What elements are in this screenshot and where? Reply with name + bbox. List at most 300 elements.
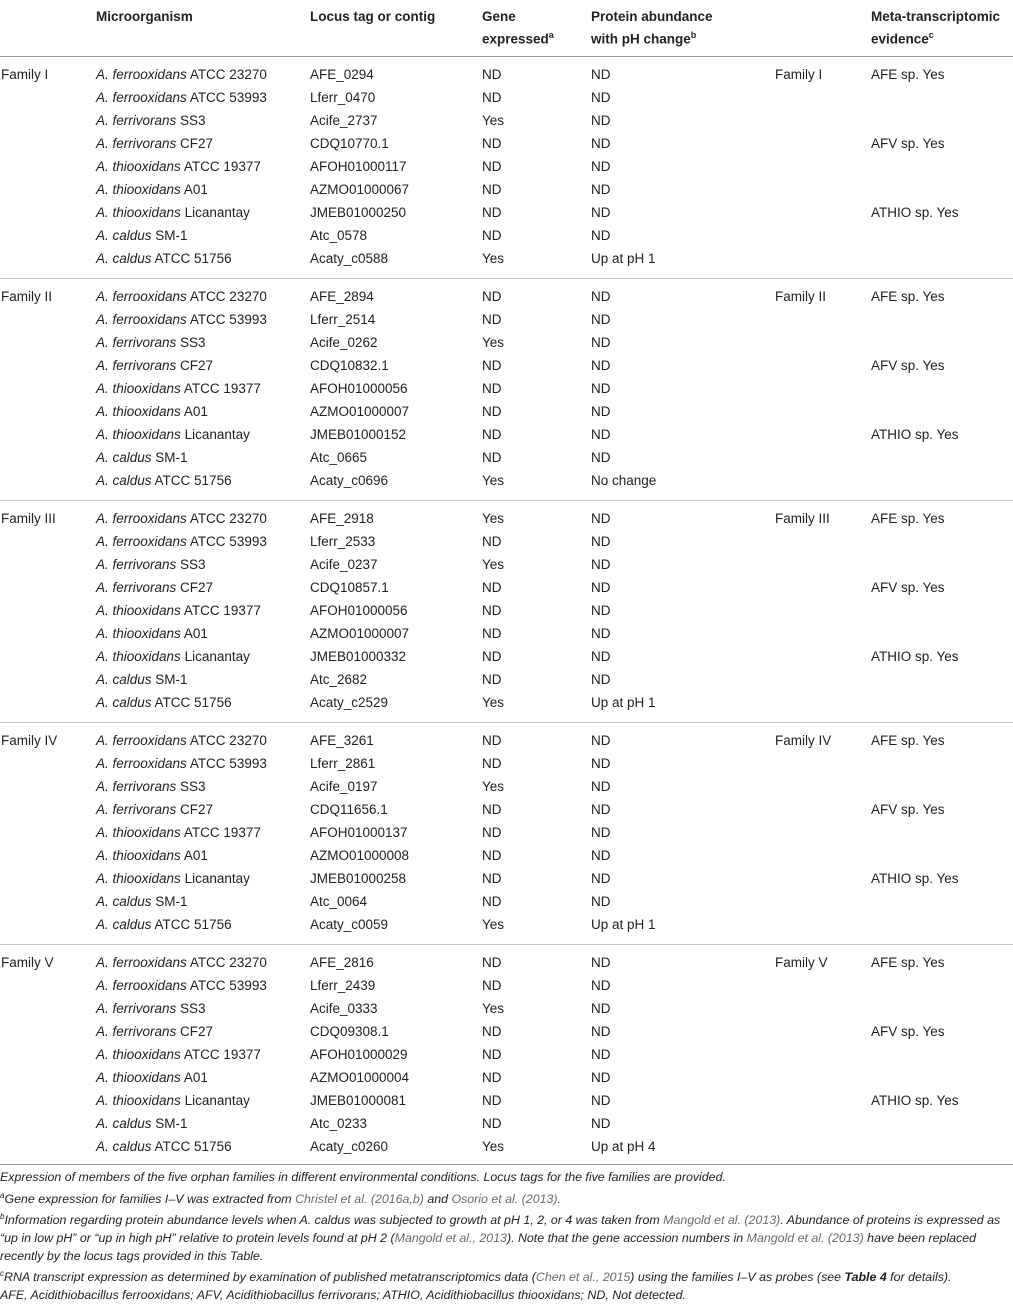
microorganism-cell: [96, 977, 267, 995]
header-gene-sup: a: [548, 30, 554, 40]
header-protein-line1: Protein abundance: [591, 9, 713, 24]
species-name: A. caldus: [96, 1139, 152, 1154]
microorganism-cell: [96, 755, 267, 773]
metatranscriptomic-cell: AFE sp. Yes: [871, 67, 945, 82]
metatranscriptomic-cell: AFV sp. Yes: [871, 136, 945, 151]
strain-name: ATCC 51756: [154, 917, 232, 932]
microorganism-cell: [96, 334, 206, 352]
strain-name: CF27: [180, 580, 214, 595]
strain-name: ATCC 53993: [189, 756, 267, 771]
species-name: A. ferrooxidans: [96, 955, 187, 970]
strain-name: SM-1: [155, 450, 188, 465]
protein-abundance-cell: ND: [591, 557, 611, 572]
locus-tag-cell: Acife_0262: [310, 335, 378, 350]
header-meta-transcriptomic: [871, 8, 1000, 49]
strain-name: SM-1: [155, 1116, 188, 1131]
microorganism-cell: [96, 135, 213, 153]
strain-name: ATCC 19377: [183, 825, 261, 840]
microorganism-cell: [96, 311, 267, 329]
family-separator: [0, 500, 1013, 501]
footnote-b: $^b$Information regarding protein abundance levels when A. caldus was subjected to growth at pH 1, 2, or 4 was taken from Mangold et al. (2013). Abundance of proteins is expressed as “up in low pH” or “up in high pH” relative to protein levels found at pH 2 (Mangold et al., 2013). Note that the gene accession numbers in Mangold et al. (2013) have been replaced recently by the locus tags provided in this Table.: [0, 1212, 1001, 1263]
gene-expressed-cell: ND: [482, 1047, 502, 1062]
strain-name: SM-1: [155, 672, 188, 687]
protein-abundance-cell: ND: [591, 67, 611, 82]
strain-name: ATCC 19377: [183, 159, 261, 174]
strain-name: ATCC 53993: [189, 978, 267, 993]
locus-tag-cell: AFE_3261: [310, 733, 374, 748]
species-name: A. thiooxidans: [96, 626, 181, 641]
protein-abundance-cell: Up at pH 1: [591, 251, 656, 266]
gene-expressed-cell: ND: [482, 1116, 502, 1131]
strain-name: ATCC 23270: [189, 67, 267, 82]
protein-abundance-cell: ND: [591, 1024, 611, 1039]
gene-expressed-cell: ND: [482, 312, 502, 327]
gene-expressed-cell: Yes: [482, 1001, 505, 1016]
gene-expressed-cell: Yes: [482, 779, 505, 794]
gene-expressed-cell: ND: [482, 1093, 502, 1108]
strain-name: ATCC 51756: [154, 473, 232, 488]
gene-expressed-cell: ND: [482, 802, 502, 817]
gene-expressed-cell: Yes: [482, 511, 505, 526]
strain-name: SS3: [180, 113, 206, 128]
microorganism-cell: [96, 824, 261, 842]
locus-tag-cell: AFE_2816: [310, 955, 374, 970]
locus-tag-cell: AFE_2894: [310, 289, 374, 304]
gene-expressed-cell: ND: [482, 404, 502, 419]
protein-abundance-cell: ND: [591, 427, 611, 442]
protein-abundance-cell: Up at pH 1: [591, 917, 656, 932]
locus-tag-cell: AFE_2918: [310, 511, 374, 526]
gene-expressed-cell: ND: [482, 450, 502, 465]
gene-expressed-cell: ND: [482, 534, 502, 549]
microorganism-cell: [96, 579, 213, 597]
protein-abundance-cell: Up at pH 1: [591, 695, 656, 710]
microorganism-cell: [96, 556, 206, 574]
strain-name: CF27: [180, 1024, 214, 1039]
species-name: A. ferrivorans: [96, 779, 177, 794]
microorganism-cell: [96, 1023, 213, 1041]
protein-abundance-cell: ND: [591, 136, 611, 151]
species-name: A. caldus: [96, 473, 152, 488]
metatranscriptomic-cell: AFV sp. Yes: [871, 358, 945, 373]
species-name: A. thiooxidans: [96, 871, 181, 886]
family-label-repeat: Family II: [775, 289, 827, 304]
microorganism-cell: [96, 66, 267, 84]
microorganism-cell: [96, 1138, 232, 1156]
header-meta-line1: Meta-transcriptomic: [871, 9, 1001, 24]
microorganism-cell: [96, 847, 208, 865]
family-separator: [0, 278, 1013, 279]
strain-name: ATCC 53993: [189, 312, 267, 327]
microorganism-cell: [96, 671, 188, 689]
species-name: A. ferrooxidans: [96, 511, 187, 526]
strain-name: ATCC 23270: [189, 955, 267, 970]
locus-tag-cell: Lferr_2439: [310, 978, 376, 993]
protein-abundance-cell: ND: [591, 1070, 611, 1085]
protein-abundance-cell: ND: [591, 825, 611, 840]
locus-tag-cell: Acaty_c0696: [310, 473, 389, 488]
microorganism-cell: [96, 648, 250, 666]
strain-name: A01: [183, 1070, 208, 1085]
locus-tag-cell: Acife_0333: [310, 1001, 378, 1016]
microorganism-cell: [96, 288, 267, 306]
species-name: A. caldus: [96, 228, 152, 243]
gene-expressed-cell: Yes: [482, 113, 505, 128]
species-name: A. thiooxidans: [96, 825, 181, 840]
gene-expressed-cell: ND: [482, 978, 502, 993]
locus-tag-cell: AZMO01000004: [310, 1070, 410, 1085]
species-name: A. ferrivorans: [96, 1001, 177, 1016]
microorganism-cell: [96, 916, 232, 934]
species-name: A. thiooxidans: [96, 182, 181, 197]
locus-tag-cell: JMEB01000152: [310, 427, 407, 442]
species-name: A. ferrooxidans: [96, 90, 187, 105]
protein-abundance-cell: ND: [591, 1093, 611, 1108]
microorganism-cell: [96, 533, 267, 551]
metatranscriptomic-cell: ATHIO sp. Yes: [871, 205, 959, 220]
locus-tag-cell: Atc_0578: [310, 228, 368, 243]
gene-expressed-cell: ND: [482, 955, 502, 970]
metatranscriptomic-cell: ATHIO sp. Yes: [871, 649, 959, 664]
gene-expressed-cell: Yes: [482, 473, 505, 488]
locus-tag-cell: Acaty_c0260: [310, 1139, 389, 1154]
protein-abundance-cell: ND: [591, 511, 611, 526]
locus-tag-cell: AFOH01000029: [310, 1047, 408, 1062]
family-label: Family I: [1, 67, 49, 82]
gene-expressed-cell: Yes: [482, 557, 505, 572]
strain-name: A01: [183, 848, 208, 863]
protein-abundance-cell: ND: [591, 113, 611, 128]
protein-abundance-cell: ND: [591, 358, 611, 373]
strain-name: Licanantay: [184, 1093, 250, 1108]
microorganism-cell: [96, 181, 208, 199]
gene-expressed-cell: ND: [482, 894, 502, 909]
strain-name: ATCC 51756: [154, 1139, 232, 1154]
protein-abundance-cell: ND: [591, 205, 611, 220]
citation-link[interactable]: Mangold et al., 2013: [394, 1231, 507, 1246]
gene-expressed-cell: ND: [482, 159, 502, 174]
locus-tag-cell: AFOH01000137: [310, 825, 408, 840]
microorganism-cell: [96, 732, 267, 750]
strain-name: SS3: [180, 557, 206, 572]
locus-tag-cell: AFE_0294: [310, 67, 374, 82]
microorganism-cell: [96, 954, 267, 972]
species-name: A. caldus: [96, 1116, 152, 1131]
gene-expressed-cell: ND: [482, 205, 502, 220]
microorganism-cell: [96, 801, 213, 819]
citation-link[interactable]: Christel et al. (2016a,b): [295, 1191, 424, 1206]
species-name: A. thiooxidans: [96, 159, 181, 174]
species-name: A. ferrivorans: [96, 136, 177, 151]
species-name: A. thiooxidans: [96, 404, 181, 419]
protein-abundance-cell: ND: [591, 580, 611, 595]
species-name: A. ferrooxidans: [96, 312, 187, 327]
microorganism-cell: [96, 694, 232, 712]
locus-tag-cell: Acaty_c0588: [310, 251, 389, 266]
protein-abundance-cell: ND: [591, 779, 611, 794]
protein-abundance-cell: ND: [591, 404, 611, 419]
species-name: A. ferrivorans: [96, 557, 177, 572]
locus-tag-cell: Acaty_c2529: [310, 695, 389, 710]
header-gene-line2: expressed: [482, 31, 549, 47]
protein-abundance-cell: ND: [591, 733, 611, 748]
gene-expressed-cell: ND: [482, 649, 502, 664]
gene-expressed-cell: ND: [482, 1024, 502, 1039]
locus-tag-cell: Atc_0233: [310, 1116, 368, 1131]
strain-name: ATCC 51756: [154, 251, 232, 266]
species-name: A. ferrivorans: [96, 335, 177, 350]
microorganism-cell: [96, 357, 213, 375]
microorganism-cell: [96, 158, 261, 176]
species-name: A. ferrivorans: [96, 580, 177, 595]
footnote-abbreviations: AFE, Acidithiobacillus ferrooxidans; AFV, Acidithiobacillus ferrivorans; ATHIO, Acidithiobacillus thiooxidans; ND, Not detected.: [0, 1287, 686, 1302]
citation-link[interactable]: Chen et al., 2015: [535, 1270, 631, 1285]
protein-abundance-cell: ND: [591, 649, 611, 664]
species-name: A. thiooxidans: [96, 1093, 181, 1108]
gene-expressed-cell: ND: [482, 825, 502, 840]
family-separator: [0, 722, 1013, 723]
strain-name: CF27: [180, 136, 214, 151]
protein-abundance-cell: ND: [591, 182, 611, 197]
metatranscriptomic-cell: ATHIO sp. Yes: [871, 1093, 959, 1108]
strain-name: Licanantay: [184, 871, 250, 886]
strain-name: ATCC 51756: [154, 695, 232, 710]
strain-name: ATCC 19377: [183, 1047, 261, 1062]
microorganism-cell: [96, 1046, 261, 1064]
species-name: A. ferrooxidans: [96, 67, 187, 82]
locus-tag-cell: Acife_2737: [310, 113, 378, 128]
microorganism-cell: [96, 250, 232, 268]
locus-tag-cell: Atc_2682: [310, 672, 368, 687]
metatranscriptomic-cell: AFV sp. Yes: [871, 1024, 945, 1039]
species-name: A. thiooxidans: [96, 848, 181, 863]
locus-tag-cell: AFOH01000117: [310, 159, 407, 174]
gene-expressed-cell: ND: [482, 848, 502, 863]
locus-tag-cell: Acife_0197: [310, 779, 378, 794]
species-name: A. ferrooxidans: [96, 733, 187, 748]
gene-expressed-cell: ND: [482, 90, 502, 105]
species-name: A. thiooxidans: [96, 381, 181, 396]
metatranscriptomic-cell: AFE sp. Yes: [871, 511, 945, 526]
table-bottom-rule: [0, 1164, 1013, 1165]
protein-abundance-cell: ND: [591, 312, 611, 327]
microorganism-cell: [96, 403, 208, 421]
locus-tag-cell: Lferr_0470: [310, 90, 376, 105]
protein-abundance-cell: ND: [591, 289, 611, 304]
locus-tag-cell: CDQ10832.1: [310, 358, 389, 373]
gene-expressed-cell: ND: [482, 603, 502, 618]
metatranscriptomic-cell: ATHIO sp. Yes: [871, 871, 959, 886]
strain-name: SM-1: [155, 228, 188, 243]
microorganism-cell: [96, 112, 206, 130]
species-name: A. caldus: [96, 894, 152, 909]
protein-abundance-cell: ND: [591, 626, 611, 641]
footnote-a: $^a$Gene expression for families I–V was extracted from Christel et al. (2016a,b) and Osorio et al. (2013).: [0, 1190, 561, 1206]
microorganism-cell: [96, 1069, 208, 1087]
gene-expressed-cell: ND: [482, 289, 502, 304]
microorganism-cell: [96, 893, 188, 911]
strain-name: A01: [183, 626, 208, 641]
strain-name: SS3: [180, 779, 206, 794]
locus-tag-cell: Lferr_2861: [310, 756, 376, 771]
microorganism-cell: [96, 510, 267, 528]
species-name: A. ferrivorans: [96, 1024, 177, 1039]
locus-tag-cell: JMEB01000250: [310, 205, 407, 220]
citation-link[interactable]: Mangold et al. (2013): [746, 1231, 864, 1246]
family-label: Family IV: [1, 733, 58, 748]
locus-tag-cell: Acife_0237: [310, 557, 378, 572]
protein-abundance-cell: ND: [591, 1116, 611, 1131]
protein-abundance-cell: ND: [591, 672, 611, 687]
gene-expressed-cell: ND: [482, 228, 502, 243]
protein-abundance-cell: ND: [591, 603, 611, 618]
gene-expressed-cell: ND: [482, 427, 502, 442]
species-name: A. ferrivorans: [96, 113, 177, 128]
locus-tag-cell: Atc_0064: [310, 894, 368, 909]
family-label: Family III: [1, 511, 56, 526]
microorganism-cell: [96, 1000, 206, 1018]
locus-tag-cell: CDQ09308.1: [310, 1024, 389, 1039]
protein-abundance-cell: Up at pH 4: [591, 1139, 656, 1154]
family-label: Family V: [1, 955, 54, 970]
gene-expressed-cell: ND: [482, 871, 502, 886]
header-meta-sup: c: [928, 30, 934, 40]
locus-tag-cell: Acaty_c0059: [310, 917, 389, 932]
gene-expressed-cell: ND: [482, 136, 502, 151]
species-name: A. caldus: [96, 917, 152, 932]
family-label-repeat: Family I: [775, 67, 823, 82]
strain-name: Licanantay: [184, 427, 250, 442]
microorganism-cell: [96, 204, 250, 222]
protein-abundance-cell: ND: [591, 1047, 611, 1062]
species-name: A. thiooxidans: [96, 427, 181, 442]
citation-link[interactable]: Mangold et al. (2013): [663, 1213, 781, 1228]
locus-tag-cell: AZMO01000007: [310, 626, 410, 641]
strain-name: A01: [183, 404, 208, 419]
microorganism-cell: [96, 1092, 250, 1110]
family-separator: [0, 944, 1013, 945]
gene-expressed-cell: ND: [482, 580, 502, 595]
protein-abundance-cell: ND: [591, 871, 611, 886]
gene-expressed-cell: ND: [482, 381, 502, 396]
locus-tag-cell: AFOH01000056: [310, 603, 408, 618]
protein-abundance-cell: ND: [591, 1001, 611, 1016]
header-gene-expressed: [482, 8, 554, 49]
protein-abundance-cell: ND: [591, 159, 611, 174]
locus-tag-cell: CDQ10857.1: [310, 580, 389, 595]
table-reference[interactable]: Table 4: [844, 1270, 887, 1285]
microorganism-cell: [96, 602, 261, 620]
table-footnotes: [0, 1169, 1010, 1305]
locus-tag-cell: Lferr_2514: [310, 312, 376, 327]
gene-expressed-cell: Yes: [482, 335, 505, 350]
metatranscriptomic-cell: AFE sp. Yes: [871, 733, 945, 748]
strain-name: ATCC 19377: [183, 381, 261, 396]
species-name: A. ferrooxidans: [96, 289, 187, 304]
species-name: A. thiooxidans: [96, 205, 181, 220]
footnote-caption: Expression of members of the five orphan families in different environmental conditions. Locus tags for the five families are provided.: [0, 1170, 726, 1184]
gene-expressed-cell: ND: [482, 733, 502, 748]
metatranscriptomic-cell: AFE sp. Yes: [871, 955, 945, 970]
locus-tag-cell: AFOH01000056: [310, 381, 408, 396]
strain-name: SM-1: [155, 894, 188, 909]
species-name: A. thiooxidans: [96, 649, 181, 664]
gene-expressed-cell: ND: [482, 182, 502, 197]
gene-expressed-cell: ND: [482, 756, 502, 771]
microorganism-cell: [96, 870, 250, 888]
species-name: A. thiooxidans: [96, 1070, 181, 1085]
microorganism-cell: [96, 89, 267, 107]
gene-expressed-cell: ND: [482, 1070, 502, 1085]
gene-expressed-cell: Yes: [482, 917, 505, 932]
strain-name: SS3: [180, 335, 206, 350]
family-label: Family II: [1, 289, 53, 304]
gene-expressed-cell: Yes: [482, 1139, 505, 1154]
protein-abundance-cell: ND: [591, 978, 611, 993]
species-name: A. ferrooxidans: [96, 756, 187, 771]
gene-expressed-cell: Yes: [482, 695, 505, 710]
species-name: A. caldus: [96, 695, 152, 710]
header-gene-line1: Gene: [482, 9, 516, 24]
strain-name: ATCC 53993: [189, 534, 267, 549]
gene-expressed-cell: ND: [482, 626, 502, 641]
locus-tag-cell: Lferr_2533: [310, 534, 376, 549]
header-protein-line2: with pH change: [591, 31, 691, 47]
protein-abundance-cell: No change: [591, 473, 657, 488]
species-name: A. thiooxidans: [96, 1047, 181, 1062]
protein-abundance-cell: ND: [591, 228, 611, 243]
microorganism-cell: [96, 625, 208, 643]
strain-name: SS3: [180, 1001, 206, 1016]
strain-name: ATCC 53993: [189, 90, 267, 105]
species-name: A. ferrooxidans: [96, 978, 187, 993]
microorganism-cell: [96, 227, 188, 245]
species-name: A. thiooxidans: [96, 603, 181, 618]
family-label-repeat: Family V: [775, 955, 828, 970]
metatranscriptomic-cell: AFV sp. Yes: [871, 580, 945, 595]
strain-name: Licanantay: [184, 205, 250, 220]
locus-tag-cell: JMEB01000258: [310, 871, 407, 886]
metatranscriptomic-cell: ATHIO sp. Yes: [871, 427, 959, 442]
protein-abundance-cell: ND: [591, 534, 611, 549]
protein-abundance-cell: ND: [591, 381, 611, 396]
metatranscriptomic-cell: AFV sp. Yes: [871, 802, 945, 817]
locus-tag-cell: JMEB01000332: [310, 649, 407, 664]
species-name: A. ferrivorans: [96, 358, 177, 373]
metatranscriptomic-cell: AFE sp. Yes: [871, 289, 945, 304]
family-label-repeat: Family III: [775, 511, 830, 526]
locus-tag-cell: CDQ11656.1: [310, 802, 388, 817]
strain-name: ATCC 23270: [189, 733, 267, 748]
protein-abundance-cell: ND: [591, 955, 611, 970]
footnote-c: $^c$RNA transcript expression as determined by examination of published metatranscriptomics data (Chen et al., 2015) using the families I–V as probes (see Table 4 for details).: [0, 1269, 952, 1285]
microorganism-cell: [96, 1115, 188, 1133]
header-protein-abundance: [591, 8, 713, 49]
protein-abundance-cell: ND: [591, 894, 611, 909]
strain-name: ATCC 23270: [189, 289, 267, 304]
strain-name: CF27: [180, 802, 214, 817]
locus-tag-cell: Atc_0665: [310, 450, 368, 465]
citation-link[interactable]: Osorio et al. (2013): [451, 1191, 558, 1206]
species-name: A. ferrivorans: [96, 802, 177, 817]
protein-abundance-cell: ND: [591, 450, 611, 465]
locus-tag-cell: JMEB01000081: [310, 1093, 407, 1108]
microorganism-cell: [96, 472, 232, 490]
strain-name: A01: [183, 182, 208, 197]
protein-abundance-cell: ND: [591, 802, 611, 817]
protein-abundance-cell: ND: [591, 90, 611, 105]
strain-name: ATCC 19377: [183, 603, 261, 618]
